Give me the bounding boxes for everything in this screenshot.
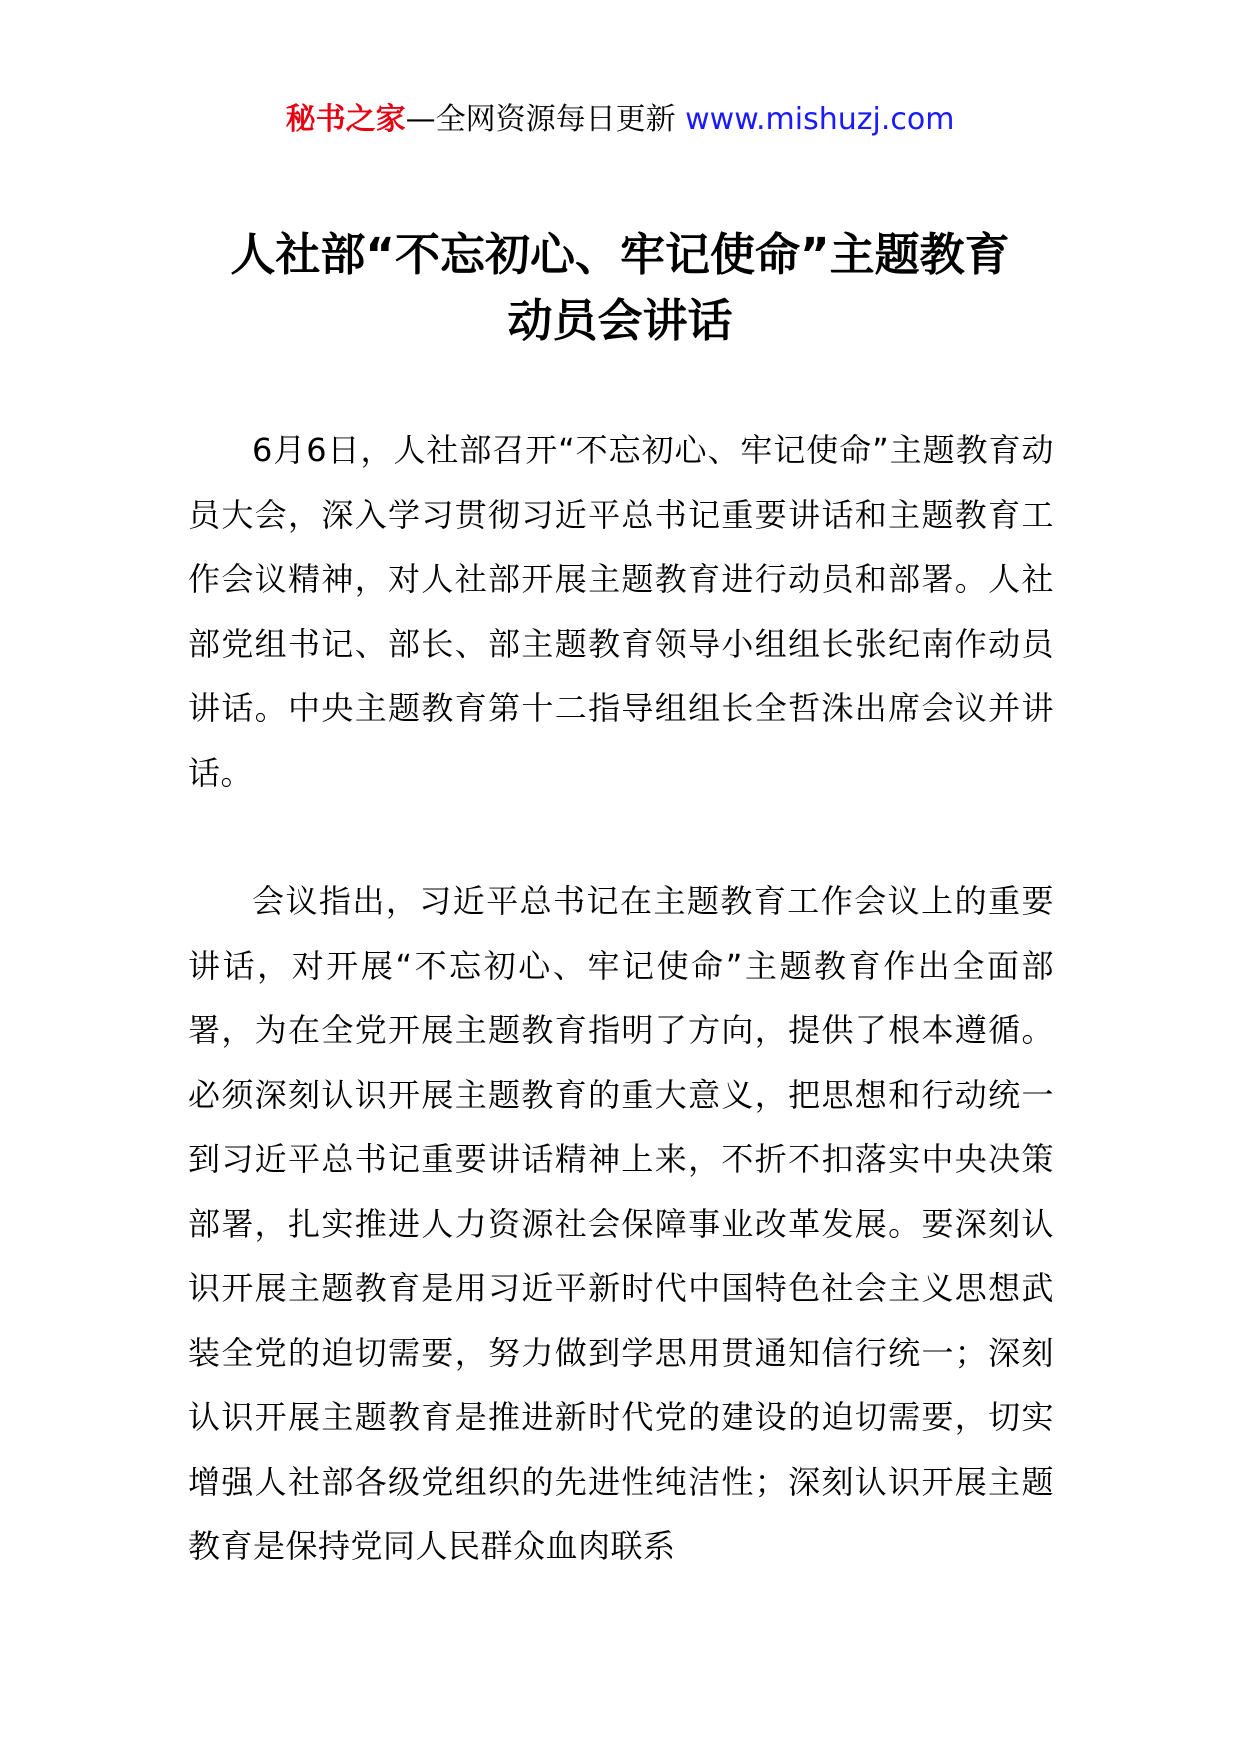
title-line-1: 人社部“不忘初心、牢记使命”主题教育 [230,228,1010,281]
brand-name: 秘书之家 [285,102,406,137]
site-url-link[interactable]: www.mishuzj.com [685,102,955,137]
body-paragraph-2: 会议指出，习近平总书记在主题教育工作会议上的重要讲话，对开展“不忘初心、牢记使命”主题教育作出全面部署，为在全党开展主题教育指明了方向，提供了根本遵循。必须深刻认识开展主题教育的重大意义，把思想和行动统一到习近平总书记重要讲话精神上来，不折不扣落实中央决策部署，扎实推进人力资源社会保障事业改革发展。要深刻认识开展主题教育是用习近平新时代中国特色社会主义思想武装全党的迫切需要，努力做到学思用贯通知信行统一；深刻认识开展主题教育是推进新时代党的建设的迫切需要，切实增强人社部各级党组织的先进性纯洁性；深刻认识开展主题教育是保持党同人民群众血肉联系 [188,882,1054,1565]
site-header [0,98,1240,142]
title-line-2: 动员会讲话 [507,294,733,347]
document-body [188,418,1054,1643]
body-paragraph-1: 6月6日，人社部召开“不忘初心、牢记使命”主题教育动员大会，深入学习贯彻习近平总书记重要讲话和主题教育工作会议精神，对人社部开展主题教育进行动员和部署。人社部党组书记、部长、部主题教育领导小组组长张纪南作动员讲话。中央主题教育第十二指导组组长全哲洙出席会议并讲话。 [188,431,1054,792]
document-title [140,222,1100,354]
header-slogan: —全网资源每日更新 [405,102,686,137]
